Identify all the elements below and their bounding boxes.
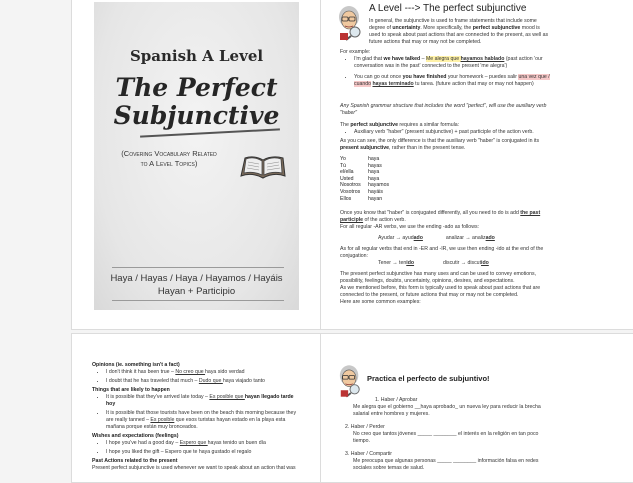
cover-note-line2: to A Level Topics) <box>140 159 198 168</box>
cover-rule-bottom <box>112 300 284 301</box>
trailing-text: Present perfect subjunctive is used whenever we want to speak about an action that was <box>92 465 296 471</box>
conjugation-row: Yo haya <box>340 156 380 162</box>
teacher-mascot-icon <box>337 5 363 41</box>
cover-note-line1: (Covering Vocabulary Related <box>121 149 217 158</box>
cover-title <box>94 74 299 130</box>
exercise-item: 3. Haber / Compartir Me preocupa que algunas personas _____ ________ información falsa en redes sociales sobre temas de salud. <box>345 451 539 471</box>
past-participle-block: Once you know that "haber" is conjugated differently, all you need to do is add the past participle of the action verb. For all regular -AR verbs, we use the ending -ado as follows: Ayudar → ayudado analizar → analizado As for all regular verbs that end in -ER and -IR, we use then ending -ido at the end of the conjugation: Tener → tenido discutir → discutido The present perfect subjunctive has many uses and can be used to convey emotions, possibility, feelings, doubts, uncertainty, opinions, desires, and expectations. As we mentioned before, this form is typically used to speak about past actions that are connected to the present, or future actions that may or may not be completed. Here are some common examples: <box>340 210 552 306</box>
conjugation-row: Usted haya <box>340 175 380 182</box>
cover-note <box>94 149 244 169</box>
cover-image <box>94 2 299 310</box>
examples-content <box>92 362 304 472</box>
list-item: • It is possible that they've arrived late today – Es posible que hayan llegado tarde hoy <box>106 394 304 408</box>
cover-subtitle: Spanish A Level <box>129 47 264 65</box>
exercise-list <box>345 397 545 472</box>
page-thumbnail-intro[interactable] <box>320 0 633 330</box>
cover-title-line2: Subjunctive <box>113 101 280 130</box>
cover-rule-top <box>112 267 284 268</box>
er-examples: Tener → tenido discutir → discutido <box>378 260 489 266</box>
exercise-item: 2. Haber / Perder No creo que tantos jóvenes _____ ________ el interés en la religión en tan poco tiempo. <box>345 424 539 444</box>
conjugation-row: Vosotros hayáis <box>340 188 383 195</box>
for-example-label: For example: <box>340 49 371 55</box>
list-item: • I doubt that he has traveled that much – Dudo que haya viajado tanto <box>106 378 304 385</box>
example-list <box>340 56 550 88</box>
example-item: • You can go out once you have finished your homework – puedes salir una vez que / cuando hayas terminado tu tarea. (future action that may or may not happen) <box>354 74 550 88</box>
page-thumbnail-practice[interactable] <box>320 333 633 483</box>
formula-block: The perfect subjunctive requires a similar formula: • Auxiliary verb "haber" (present subjunctive) + past participle of the action verb. As you can see, the only difference is that the auxiliary verb "haber" is conjugated in its present subjunctive, rather than in the present tense. <box>340 122 552 152</box>
page-thumbnail-examples[interactable] <box>71 333 321 483</box>
for-example-block <box>340 49 550 90</box>
aux-note: Any Spanish grammar structure that includes the word "perfect", will use the auxiliary verb "haber" <box>340 103 547 116</box>
exercise-item: 1. Haber / Aprobar Me alegra que el gobierno __haya aprobado_ un nueva ley para reducir la brecha salarial entre hombres y mujeres. <box>353 397 541 417</box>
conjugation-row: Tú hayas <box>340 162 382 169</box>
cover-forms-line2: Hayan + Participio <box>157 286 236 297</box>
page-heading: A Level ---> The perfect subjunctive <box>369 3 527 14</box>
teacher-mascot-icon <box>338 364 362 398</box>
section-heading: Past Actions related to the present <box>92 458 178 464</box>
conjugation-row: el/ella haya <box>340 169 380 176</box>
cover-title-line1: The Perfect <box>115 73 278 102</box>
list-item: • I hope you've had a good day – Espero que hayas tenido un buen día <box>106 440 304 447</box>
practice-heading: Practica el perfecto de subjuntivo! <box>367 374 490 383</box>
section-heading: Opinions (ie. something isn't a fact) <box>92 362 180 368</box>
conjugation-table <box>340 156 389 202</box>
page-thumbnail-cover[interactable] <box>71 0 321 330</box>
formula-item: • Auxiliary verb "haber" (present subjunctive) + past participle of the action verb. <box>354 129 552 136</box>
cover-forms-line1: Haya / Hayas / Haya / Hayamos / Hayáis <box>110 273 283 284</box>
conjugation-row: Ellos hayan <box>340 195 383 202</box>
section-heading: Wishes and expectations (feelings) <box>92 433 179 439</box>
conjugation-row: Nosotros hayamos <box>340 182 390 189</box>
list-item: • I hope you liked the gift – Espero que te haya gustado el regalo <box>106 449 304 456</box>
section-heading: Things that are likely to happen <box>92 387 170 393</box>
example-item: • I'm glad that we have talked – Me alegra que hayamos hablado (past action 'our conversation was in the past' connected to the present 'me alegra') <box>354 56 550 70</box>
intro-paragraph: In general, the subjunctive is used to frame statements that include some degree of uncertainty. More specifically, the perfect subjunctive mood is used to speak about past actions that are connected to the present, as well as future actions that may or may not be completed. <box>369 18 549 45</box>
open-book-icon <box>239 152 287 182</box>
ar-examples: Ayudar → ayudado analizar → analizado <box>378 235 495 241</box>
cover-forms <box>94 272 299 298</box>
list-item: • I don't think it has been true – No creo que haya sido verdad <box>106 369 304 376</box>
list-item: • It is possible that those tourists have been on the beach this morning because they are really tanned – Es posible que esos turistas hayan estado en la playa esta mañana porque están muy bronceados. <box>106 410 304 431</box>
